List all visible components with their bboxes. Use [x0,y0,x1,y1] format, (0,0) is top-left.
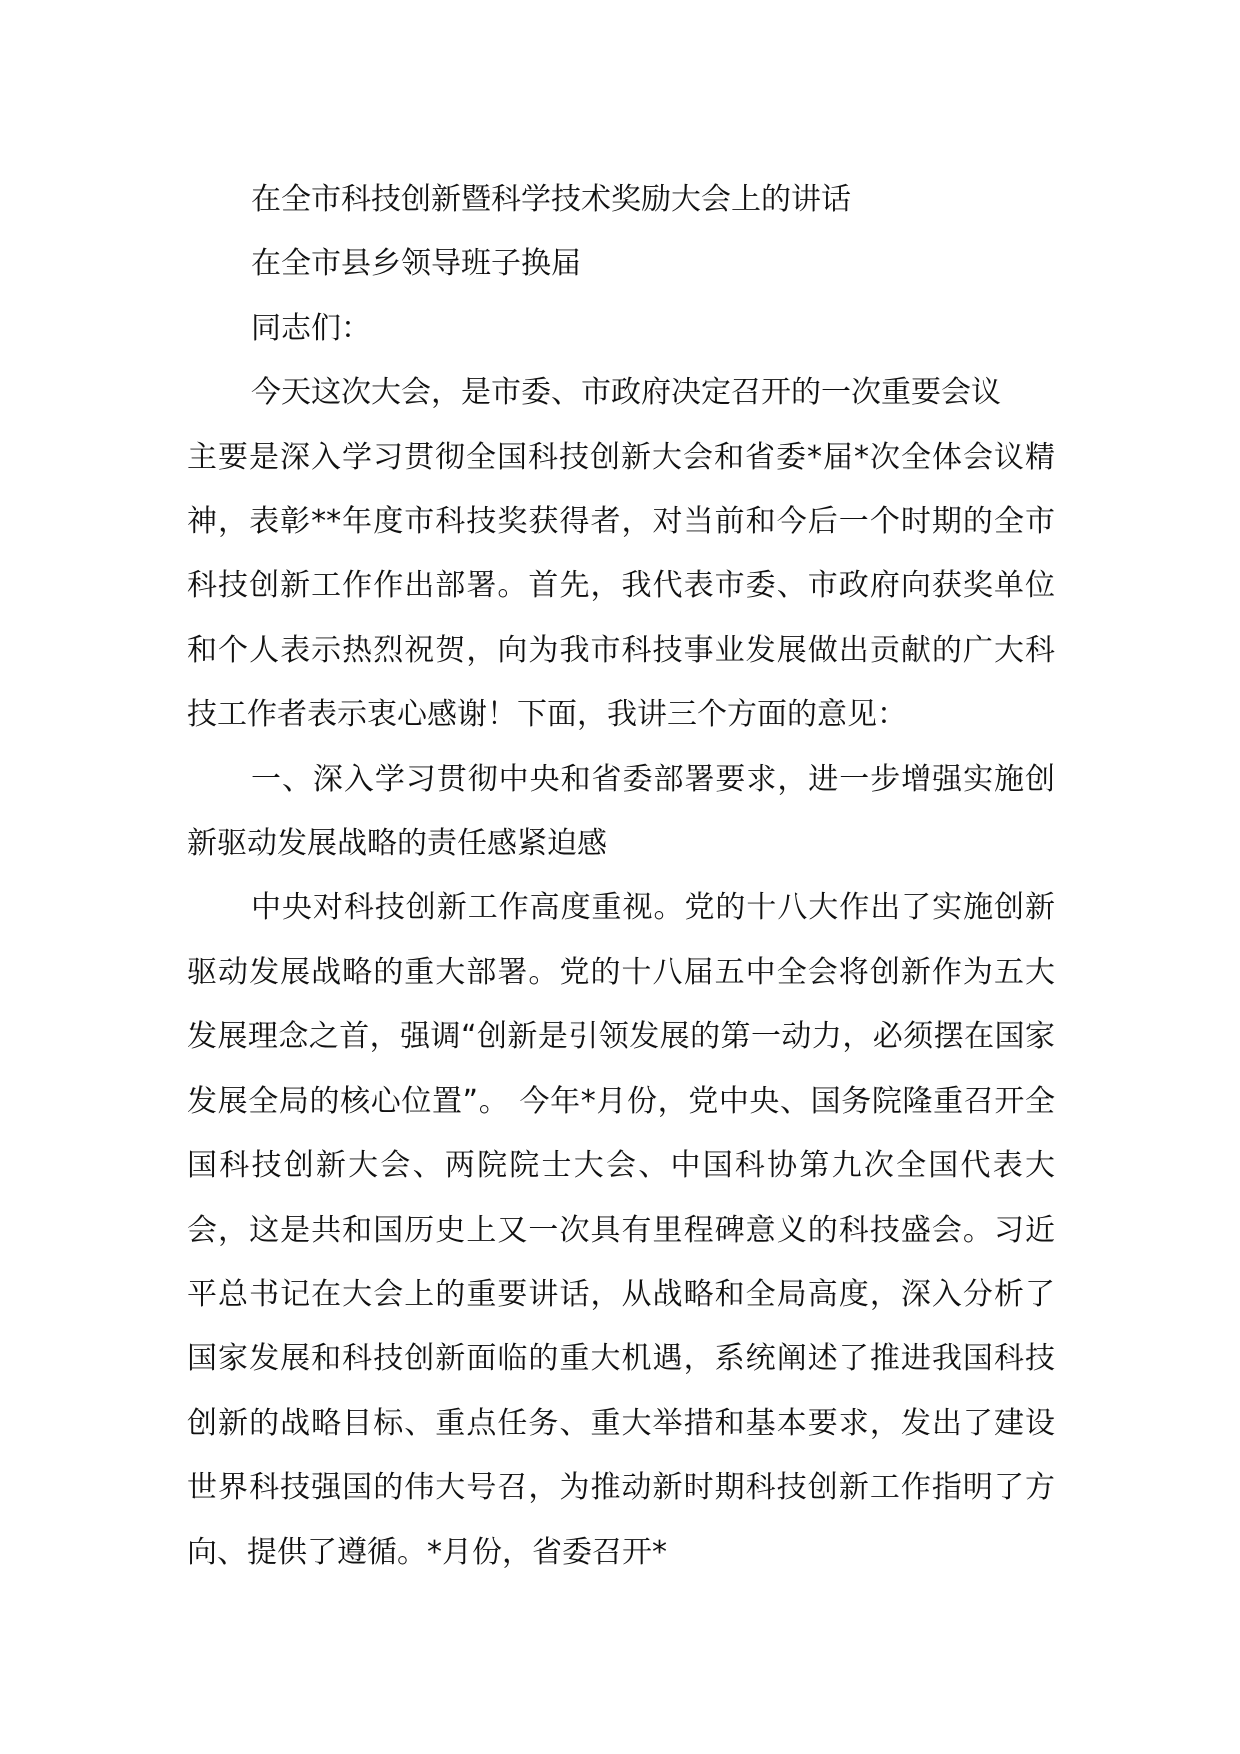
paragraph-central-policy: 中央对科技创新工作高度重视。党的十八大作出了实施创新驱动发展战略的重大部署。党的十八届五中全会将创新作为五大发展理念之首，强调“创新是引领发展的第一动力，必须摆在国家发展全局的核心位置”。 今年*月份，党中央、国务院隆重召开全国科技创新大会、两院院士大会、中国科协第九次全国代表大会，这是共和国历史上又一次具有里程碑意义的科技盛会。习近平总书记在大会上的重要讲话，从战略和全局高度，深入分析了国家发展和科技创新面临的重大机遇，系统阐述了推进我国科技创新的战略目标、重点任务、重大举措和基本要求，发出了建设世界科技强国的伟大号召，为推动新时期科技创新工作指明了方向、提供了遵循。*月份，省委召开* [187,890,1055,1570]
document-body [187,168,1055,1585]
document-subtitle: 在全市县乡领导班子换届 [251,246,581,282]
paragraph-intro: 今天这次大会，是市委、市政府决定召开的一次重要会议 主要是深入学习贯彻全国科技创新大会和省委*届*次全体会议精神，表彰**年度市科技奖获得者，对当前和今后一个时期的全市科技创新工作作出部署。首先，我代表市委、市政府向获奖单位和个人表示热烈祝贺，向为我市科技事业发展做出贡献的广大科技工作者表示衷心感谢！下面，我讲三个方面的意见： [187,375,1055,733]
greeting: 同志们： [251,310,371,346]
document-title: 在全市科技创新暨科学技术奖励大会上的讲话 [251,182,851,217]
section-heading-1: 一、深入学习贯彻中央和省委部署要求，进一步增强实施创新驱动发展战略的责任感紧迫感 [187,761,1055,862]
